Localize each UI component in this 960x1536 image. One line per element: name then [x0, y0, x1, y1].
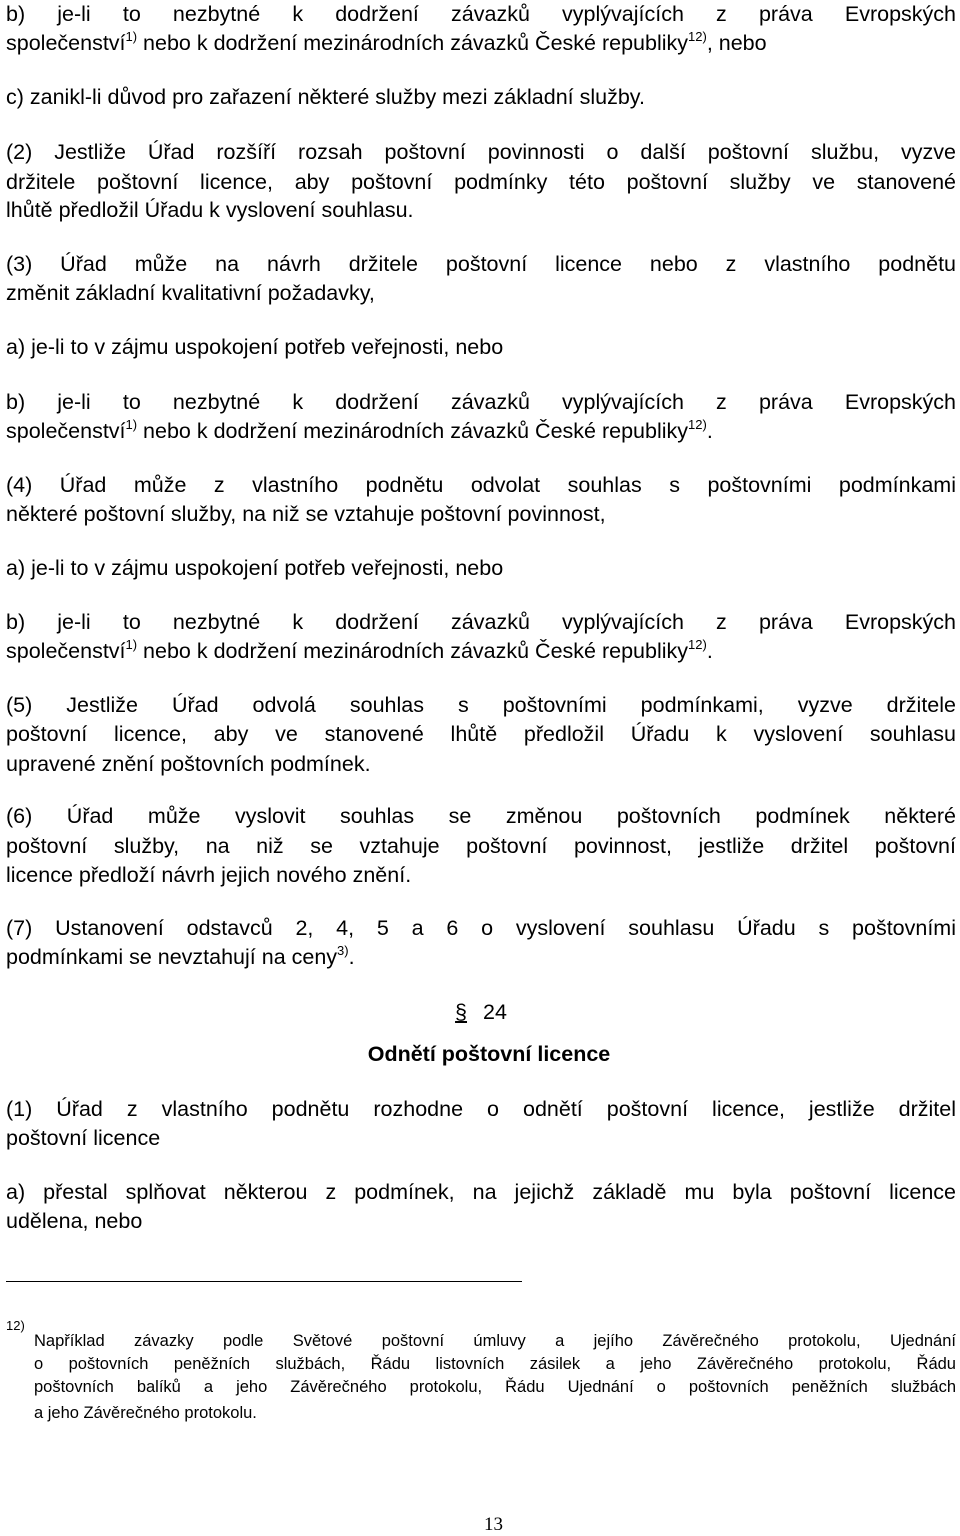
text-segment: společenství	[6, 639, 126, 663]
paragraph-6-line-2: poštovní služby, na niž se vztahuje poštovní povinnost, jestliže držitel poštovní	[6, 834, 956, 858]
text-segment: nebo k dodržení mezinárodních závazků České republiky	[137, 639, 689, 663]
paragraph-3-line-2: změnit základní kvalitativní požadavky,	[6, 281, 375, 305]
paragraph-4-line-2: některé poštovní služby, na niž se vztahuje poštovní povinnost,	[6, 502, 606, 526]
footnote-line-1: Například závazky podle Světové poštovní úmluvy a jejího Závěrečného protokolu, Ujednání	[34, 1332, 956, 1350]
paragraph-b-line-2	[6, 29, 767, 58]
text-segment: podmínkami se nevztahují na ceny	[6, 945, 338, 969]
text-segment: , nebo	[706, 31, 767, 55]
section-symbol: §	[455, 1000, 468, 1024]
paragraph-4b-line-2	[6, 637, 713, 666]
text-segment: nebo k dodržení mezinárodních závazků České republiky	[137, 419, 689, 443]
section-paragraph-1-line-2: poštovní licence	[6, 1126, 161, 1150]
paragraph-6-line-3: licence předloží návrh jejich nového znění.	[6, 863, 412, 887]
paragraph-7-line-2	[6, 943, 355, 972]
text-segment: .	[348, 945, 355, 969]
footnote-line-2: o poštovních peněžních službách, Řádu listovních zásilek a jeho Závěrečného protokolu, Řádu	[34, 1355, 956, 1373]
footnote-line-3: poštovních balíků a jeho Závěrečného protokolu, Řádu Ujednání o poštovních peněžních službách	[34, 1378, 956, 1396]
paragraph-7-line-1: (7) Ustanovení odstavců 2, 4, 5 a 6 o vyslovení souhlasu Úřadu s poštovními	[6, 916, 956, 940]
text-segment: společenství	[6, 31, 126, 55]
footnote-marker: 12)	[6, 1318, 25, 1333]
section-number: 24	[483, 1000, 507, 1024]
footnote-reference: 1)	[125, 637, 138, 652]
paragraph-5-line-2: poštovní licence, aby ve stanovené lhůtě předložil Úřadu k vyslovení souhlasu	[6, 722, 956, 746]
section-paragraph-1a-line-1: a) přestal splňovat některou z podmínek, na jejichž základě mu byla poštovní licence	[6, 1180, 956, 1204]
text-segment: .	[706, 419, 713, 443]
section-title: Odnětí poštovní licence	[367, 1042, 611, 1066]
paragraph-6-line-1: (6) Úřad může vyslovit souhlas se změnou poštovních podmínek některé	[6, 804, 956, 828]
section-paragraph-1-line-1: (1) Úřad z vlastního podnětu rozhodne o odnětí poštovní licence, jestliže držitel	[6, 1097, 956, 1121]
paragraph-3b-line-2	[6, 417, 713, 446]
paragraph-2-line-3: lhůtě předložil Úřadu k vyslovení souhlasu.	[6, 198, 414, 222]
paragraph-4-line-1: (4) Úřad může z vlastního podnětu odvolat souhlas s poštovními podmínkami	[6, 473, 956, 497]
footnote-reference: 12)	[688, 417, 707, 432]
paragraph-2-line-2: držitele poštovní licence, aby poštovní podmínky této poštovní služby ve stanovené	[6, 170, 956, 194]
paragraph-3a-line-1: a) je-li to v zájmu uspokojení potřeb veřejnosti, nebo	[6, 335, 504, 359]
paragraph-5-line-1: (5) Jestliže Úřad odvolá souhlas s poštovními podmínkami, vyzve držitele	[6, 693, 956, 717]
footnote-reference: 12)	[688, 29, 707, 44]
paragraph-b-line-1: b) je-li to nezbytné k dodržení závazků vyplývajících z práva Evropských	[6, 2, 956, 26]
paragraph-4a-line-1: a) je-li to v zájmu uspokojení potřeb veřejnosti, nebo	[6, 556, 504, 580]
text-segment: .	[706, 639, 713, 663]
section-heading	[6, 998, 956, 1027]
paragraph-4b-line-1: b) je-li to nezbytné k dodržení závazků vyplývajících z práva Evropských	[6, 610, 956, 634]
footnote-reference: 1)	[125, 417, 138, 432]
footnote-line-4: a jeho Závěrečného protokolu.	[34, 1404, 257, 1422]
footnote-separator	[6, 1281, 522, 1282]
paragraph-3b-line-1: b) je-li to nezbytné k dodržení závazků vyplývajících z práva Evropských	[6, 390, 956, 414]
paragraph-5-line-3: upravené znění poštovních podmínek.	[6, 752, 371, 776]
page-number: 13	[484, 1514, 503, 1535]
footnote-reference: 12)	[688, 637, 707, 652]
footnote-reference: 3)	[337, 943, 349, 958]
paragraph-2-line-1: (2) Jestliže Úřad rozšíří rozsah poštovní povinnosti o další poštovní službu, vyzve	[6, 140, 956, 164]
section-paragraph-1a-line-2: udělena, nebo	[6, 1209, 143, 1233]
paragraph-c-line-1: c) zanikl-li důvod pro zařazení některé služby mezi základní služby.	[6, 85, 645, 109]
text-segment: společenství	[6, 419, 126, 443]
text-segment: nebo k dodržení mezinárodních závazků České republiky	[137, 31, 689, 55]
footnote-reference: 1)	[125, 29, 138, 44]
paragraph-3-line-1: (3) Úřad může na návrh držitele poštovní licence nebo z vlastního podnětu	[6, 252, 956, 276]
